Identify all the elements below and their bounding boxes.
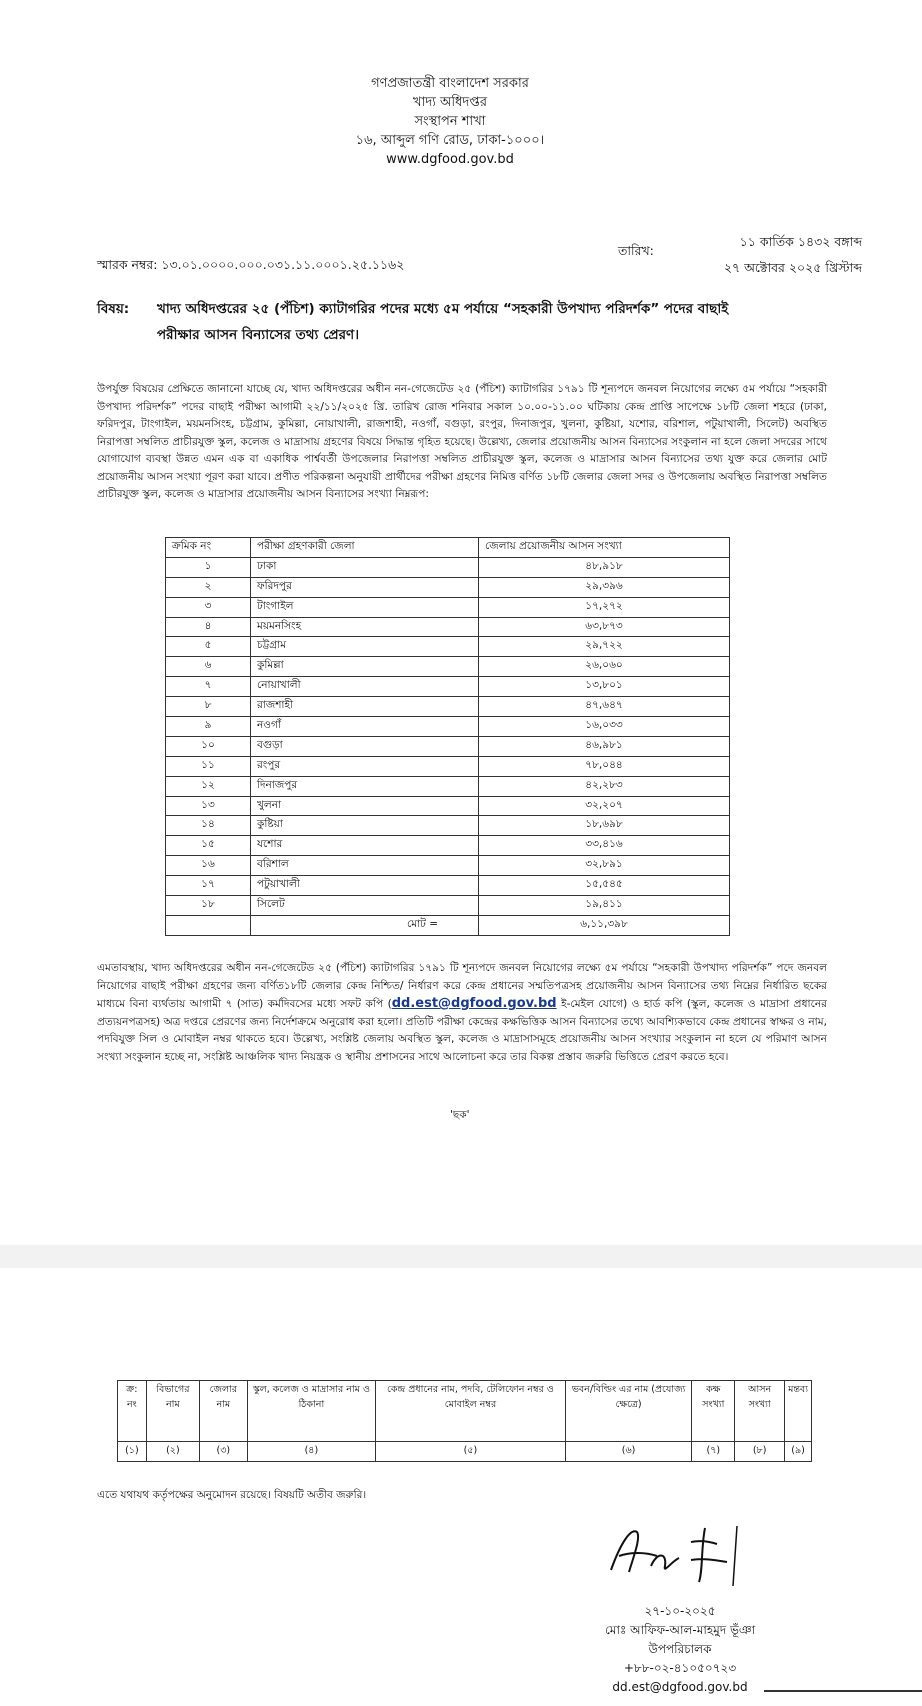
table-row (166, 637, 730, 657)
date-english: ২৭ অক্টোবর ২০২৫ খ্রিস্টাব্দ (723, 260, 862, 275)
format-column-header: মন্তব্য (785, 1381, 812, 1442)
table-row (166, 557, 730, 577)
table-row (166, 836, 730, 856)
serial-cell: ৪ (166, 617, 251, 637)
header-seat-count: জেলায় প্রয়োজনীয় আসন সংখ্যা (479, 538, 730, 558)
seat-count-cell: ৪৬,৯৮১ (479, 736, 730, 756)
serial-cell: ২ (166, 577, 251, 597)
total-label: মোট = (251, 915, 479, 935)
serial-cell: ১৮ (166, 896, 251, 916)
seat-count-cell: ১৩,৮০১ (479, 677, 730, 697)
serial-cell: ৩ (166, 597, 251, 617)
format-column-number: (৯) (785, 1442, 812, 1462)
subject-line-1: খাদ্য অধিদপ্তরের ২৫ (পঁচিশ) ক্যাটাগরির পদের মধ্যে ৫ম পর্যায়ে “সহকারী উপখাদ্য পরিদর্শক” পদের বাছাই (157, 301, 729, 317)
signatory-name: মোঃ আফিফ-আল-মাহমুদ ভূঁঞা (604, 1623, 756, 1637)
format-column-number: (৩) (200, 1442, 248, 1462)
serial-cell: ১০ (166, 736, 251, 756)
signatory-designation: উপপরিচালক (648, 1642, 712, 1656)
district-cell: নওগাঁ (251, 717, 479, 737)
table-row (166, 816, 730, 836)
format-column-header: কেন্দ্র প্রধানের নাম, পদবি, টেলিফোন নম্বর ও মোবাইল নম্বর (376, 1381, 566, 1442)
format-column-number: (১) (118, 1442, 147, 1462)
format-column-number: (৬) (565, 1442, 692, 1462)
seat-count-cell: ৩৩,৪১৬ (479, 836, 730, 856)
district-cell: কুমিল্লা (251, 657, 479, 677)
format-column-header: কক্ষ সংখ্যা (692, 1381, 735, 1442)
serial-cell: ৫ (166, 637, 251, 657)
format-column-header: আসন সংখ্যা (735, 1381, 785, 1442)
serial-cell: ১১ (166, 756, 251, 776)
subject-label: বিষয়: (97, 301, 130, 317)
table-row (166, 717, 730, 737)
format-column-number: (২) (146, 1442, 199, 1462)
district-cell: কুষ্টিয়া (251, 816, 479, 836)
instruction-text-2: ই-মেইল যোগে) ও হার্ড কপি (স্কুল, কলেজ ও মাদ্রাসা প্রধানের প্রত্যয়নপত্রসহ) অত্র দপ্তরে প্রেরণের জন্য নির্দেশক্রমে অনুরোধ করা হলো। প্রতিটি পরীক্ষা কেন্দ্রের কক্ষভিত্তিক আসন বিন্যাসের তথ্যে আবশ্যিকভাবে কেন্দ্র প্রধানের স্বাক্ষর ও নাম, পদবিযুক্ত সিল ও মোবাইল নম্বর থাকতে হবে। উল্লেখ্য, সংশ্লিষ্ট জেলায় অবস্থিত স্কুল, কলেজ ও মাদ্রাসাসমূহে প্রয়োজনীয় আসন সংখ্যার সংকুলান না হলে যে পরিমাণ আসন সংখ্যা সংকুলান হচ্ছে না, সংশ্লিষ্ট আঞ্চলিক খাদ্য নিয়ন্ত্রক ও স্থানীয় প্রশাসনের সাথে আলোচনা করে তার বিকল্প প্রস্তাব জরুরি ভিত্তিতে প্রেরণ করতে হবে। (97, 998, 827, 1063)
district-cell: রংপুর (251, 756, 479, 776)
seat-count-cell: ১৫,৫৪৫ (479, 876, 730, 896)
page-edge-rule (764, 1690, 922, 1692)
format-table-header (118, 1381, 812, 1442)
table-row (166, 756, 730, 776)
format-column-header: বিভাগের নাম (146, 1381, 199, 1442)
district-cell: ফরিদপুর (251, 577, 479, 597)
seat-count-cell: ১৯,৪১১ (479, 896, 730, 916)
table-row (166, 856, 730, 876)
header-section: সংস্থাপন শাখা (414, 114, 486, 129)
district-cell: চট্টগ্রাম (251, 637, 479, 657)
district-cell: সিলেট (251, 896, 479, 916)
seat-count-cell: ৬৩,৮৭৩ (479, 617, 730, 637)
date-bangla: ১১ কার্তিক ১৪৩২ বঙ্গাব্দ (739, 234, 862, 249)
intro-paragraph: উপর্যুক্ত বিষয়ের প্রেক্ষিতে জানানো যাচ্ছে যে, খাদ্য অধিদপ্তরের অধীন নন-গেজেটেড ২৫ (পঁচিশ) ক্যাটাগরির ১৭৯১ টি শূন্যপদে জনবল নিয়োগের লক্ষ্যে ৫ম পর্যায়ে “সহকারী উপখাদ্য পরিদর্শক” পদের বাছাই পরীক্ষা আগামী ২২/১১/২০২৫ খ্রি. তারিখ রোজ শনিবার সকাল ১০.০০-১১.০০ ঘটিকায় কেন্দ্র প্রাপ্তি সাপেক্ষে ১৮টি জেলা শহরে (ঢাকা, ফরিদপুর, টাংগাইল, ময়মনসিংহ, চট্টগ্রাম, কুমিল্লা, নোয়াখালী, রাজশাহী, নওগাঁ, বগুড়া, রংপুর, দিনাজপুর, খুলনা, কুষ্টিয়া, যশোর, বরিশাল, পটুয়াখালী, সিলেট) অবস্থিত নিরাপত্তা সম্বলিত প্রাচীরযুক্ত স্কুল, কলেজ ও মাদ্রাসায় গ্রহণের বিষয়ে সিদ্ধান্ত গৃহিত হয়েছে। উল্লেখ্য, জেলার প্রয়োজনীয় আসন বিন্যাসের সংকুলান না হলে জেলা সদরের সাথে যোগাযোগ ব্যবস্থা উন্নত এমন এক বা একাধিক পার্শ্ববর্তী উপজেলার নিরাপত্তা সম্বলিত প্রাচীরযুক্ত স্কুল, কলেজ ও মাদ্রাসার আসন বিন্যাসের তথ্য যুক্ত করে জেলার মোট প্রয়োজনীয় আসন সংখ্যা পূরণ করা যাবে। প্রণীত পরিকল্পনা অনুযায়ী প্রার্থীদের পরীক্ষা গ্রহণের নিমিত্ত বর্ণিত ১৮টি জেলার জেলা সদর ও উপজেলায় অবস্থিত নিরাপত্তা সম্বলিত প্রাচীরযুক্ত স্কুল, কলেজ ও মাদ্রাসার প্রয়োজনীয় আসন বিন্যাসের সংখ্যা নিম্নরূপ: (97, 383, 827, 500)
subject-line-2: পরীক্ষার আসন বিন্যাসের তথ্য প্রেরণ। (157, 327, 360, 343)
district-cell: পটুয়াখালী (251, 876, 479, 896)
table-row (166, 697, 730, 717)
format-column-header: স্কুল, কলেজ ও মাদ্রাসার নাম ও ঠিকানা (247, 1381, 376, 1442)
serial-cell: ১৩ (166, 796, 251, 816)
seat-count-cell: ৩২,২০৭ (479, 796, 730, 816)
header-website: www.dgfood.gov.bd (386, 152, 514, 167)
serial-cell: ১৫ (166, 836, 251, 856)
serial-cell: ১ (166, 557, 251, 577)
signatory-date: ২৭-১০-২০২৫ (644, 1604, 716, 1618)
table-row (166, 617, 730, 637)
seat-count-cell: ৪৮,৯১৮ (479, 557, 730, 577)
header-address: ১৬, আব্দুল গণি রোড, ঢাকা-১০০০। (355, 133, 545, 148)
serial-cell: ১৪ (166, 816, 251, 836)
seat-table (165, 537, 730, 936)
serial-cell: ৯ (166, 717, 251, 737)
seat-count-cell: ২৬,০৬০ (479, 657, 730, 677)
header-department: খাদ্য অধিদপ্তর (413, 95, 487, 110)
seat-count-cell: ২৯,৩৯৬ (479, 577, 730, 597)
approval-note: এতে যথাযথ কর্তৃপক্ষের অনুমোদন রয়েছে। বিষয়টি অতীব জরুরি। (97, 1489, 367, 1501)
district-cell: দিনাজপুর (251, 776, 479, 796)
instruction-text-1: এমতাবস্থায়, খাদ্য অধিদপ্তরের অধীন নন-গেজেটেড ২৫ (পঁচিশ) ক্যাটাগরির ১৭৯১ টি শূন্যপদে জনবল নিয়োগের লক্ষ্যে ৫ম পর্যায়ে “সহকারী উপখাদ্য পরিদর্শক” পদে জনবল নিয়োগের বাছাই পরীক্ষা গ্রহণের জন্য বর্ণিত১৮টি জেলার কেন্দ্র নিশ্চিত/ নির্ধারণ করে কেন্দ্র প্রধানের সম্মতিপত্রসহ প্রয়োজনীয় আসন বিন্যাসের তথ্য নিম্নের নির্ধারিত ছকের মাধ্যমে বিনা ব্যর্থতায় আগামী ৭ (সাত) কর্মদিবসের মধ্যে সফট কপি ( (97, 962, 827, 1010)
serial-cell: ৬ (166, 657, 251, 677)
seat-table-total-row (166, 915, 730, 935)
header-district: পরীক্ষা গ্রহণকারী জেলা (251, 538, 479, 558)
signatory-email: dd.est@dgfood.gov.bd (612, 1680, 748, 1694)
seat-table-header (166, 538, 730, 558)
format-caption: 'ছক' (450, 1109, 470, 1121)
table-row (166, 577, 730, 597)
format-column-number: (৫) (376, 1442, 566, 1462)
format-column-header: ভবন/বিল্ডিং এর নাম (প্রযোজ্য ক্ষেত্রে) (565, 1381, 692, 1442)
table-row (166, 896, 730, 916)
district-cell: যশোর (251, 836, 479, 856)
table-row (166, 876, 730, 896)
signatory-block (580, 1602, 780, 1697)
format-table (117, 1380, 812, 1462)
signature-image (605, 1518, 755, 1588)
signatory-phone: +৮৮-০২-৪১০৫০৭২৩ (623, 1661, 737, 1675)
serial-cell: ১৬ (166, 856, 251, 876)
instruction-paragraph (97, 960, 827, 1066)
district-cell: ঢাকা (251, 557, 479, 577)
table-row (166, 677, 730, 697)
serial-cell: ৭ (166, 677, 251, 697)
header-government: গণপ্রজাতন্ত্রী বাংলাদেশ সরকার (371, 76, 529, 91)
serial-cell: ১৭ (166, 876, 251, 896)
district-cell: রাজশাহী (251, 697, 479, 717)
district-cell: বরিশাল (251, 856, 479, 876)
memo-number: স্মারক নম্বর: ১৩.০১.০০০০.০০০.০৩১.১১.০০০১.২৫.১১৬২ (97, 257, 405, 272)
district-cell: খুলনা (251, 796, 479, 816)
table-row (166, 796, 730, 816)
district-cell: ময়মনসিংহ (251, 617, 479, 637)
seat-count-cell: ৩২,৮৯১ (479, 856, 730, 876)
total-blank (166, 915, 251, 935)
format-column-header: ক্র: নং (118, 1381, 147, 1442)
table-row (166, 657, 730, 677)
seat-count-cell: ১৮,৬৯৮ (479, 816, 730, 836)
format-column-header: জেলার নাম (200, 1381, 248, 1442)
office-header (340, 74, 560, 169)
table-row (166, 597, 730, 617)
format-column-number: (৪) (247, 1442, 376, 1462)
email-link[interactable]: dd.est@dgfood.gov.bd (391, 996, 557, 1011)
seat-count-cell: ৪৭,৬৪৭ (479, 697, 730, 717)
serial-cell: ১২ (166, 776, 251, 796)
district-cell: নোয়াখালী (251, 677, 479, 697)
seat-count-cell: ৪২,২৮৩ (479, 776, 730, 796)
letter-page-2 (0, 1268, 922, 1706)
table-row (166, 736, 730, 756)
serial-cell: ৮ (166, 697, 251, 717)
seat-count-cell: ১৬,০৩৩ (479, 717, 730, 737)
format-table-numbers (118, 1442, 812, 1462)
format-column-number: (৭) (692, 1442, 735, 1462)
seat-count-cell: ৭৮,০৪৪ (479, 756, 730, 776)
subject (97, 296, 827, 348)
seat-count-cell: ২৯,৭২২ (479, 637, 730, 657)
table-row (166, 776, 730, 796)
district-cell: বগুড়া (251, 736, 479, 756)
format-column-number: (৮) (735, 1442, 785, 1462)
district-cell: টাংগাইল (251, 597, 479, 617)
total-value: ৬,১১,৩৯৮ (479, 915, 730, 935)
header-serial: ক্রমিক নং (166, 538, 251, 558)
date-label: তারিখ: (618, 243, 654, 258)
seat-count-cell: ১৭,২৭২ (479, 597, 730, 617)
